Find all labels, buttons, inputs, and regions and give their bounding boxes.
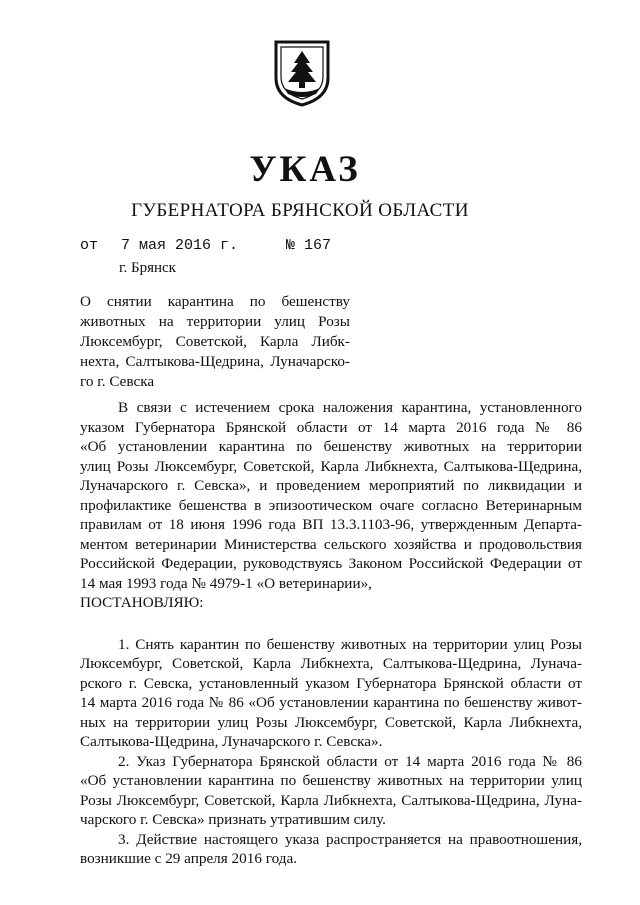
- item-line: 1. Снять карантин по бешенству животных на территории улиц Розы: [118, 635, 582, 653]
- document-title: УКАЗ: [249, 149, 361, 190]
- item-line: 14 марта 2016 года № 86 «Об установлении карантина по бешенству живот-: [80, 694, 582, 711]
- preamble-line: профилактике бешенства в эпизоотическом очаге согласно Ветеринарным: [80, 496, 582, 514]
- decree-item-1: [80, 635, 582, 752]
- coat-of-arms-icon: [272, 38, 332, 108]
- subject-line: животных на территории улиц Розы: [80, 313, 350, 330]
- preamble-line: Российской Федерации, руководствуясь Законом Российской Федерации от: [80, 555, 582, 572]
- item-line: чарского г. Севска» признать утратившим силу.: [80, 811, 386, 828]
- subject-line: нехта, Салтыкова-Щедрина, Луначарско-: [80, 353, 350, 370]
- decree-date: 7 мая 2016 г.: [121, 237, 239, 254]
- decree-item-3: [80, 830, 582, 869]
- decree-word: ПОСТАНОВЛЯЮ:: [80, 594, 204, 611]
- issuer-title: ГУБЕРНАТОРА БРЯНСКОЙ ОБЛАСТИ: [131, 200, 469, 221]
- date-prefix: от: [80, 237, 99, 254]
- preamble-line: 14 мая 1993 года № 4979-1 «О ветеринарии»,: [80, 574, 372, 592]
- preamble-line: правилам от 18 июня 1996 года ВП 13.3.1103-96, утвержденным Департа-: [80, 516, 582, 533]
- item-line: Салтыкова-Щедрина, Луначарского г. Севска».: [80, 733, 383, 750]
- item-line: 3. Действие настоящего указа распространяется на правоотношения,: [118, 830, 582, 848]
- decree-item-2: [80, 752, 582, 830]
- item-line: возникшие с 29 апреля 2016 года.: [80, 850, 297, 867]
- preamble-line: указом Губернатора Брянской области от 14 марта 2016 года № 86: [80, 418, 582, 436]
- subject-line: О снятии карантина по бешенству: [80, 293, 350, 310]
- item-line: Люксембург, Советской, Карла Либкнехта, Салтыкова-Щедрина, Лунача-: [80, 655, 582, 672]
- item-line: Розы Люксембург, Советской, Карла Либкнехта, Салтыкова-Щедрина, Луна-: [80, 791, 582, 809]
- item-line: «Об установлении карантина по бешенству животных на территории улиц: [80, 772, 582, 789]
- item-line: рского г. Севска, установленный указом Губернатора Брянской области от: [80, 674, 582, 692]
- item-line: ных на территории улиц Розы Люксембург, Советской, Карла Либкнехта,: [80, 713, 582, 731]
- preamble-line: ментом ветеринарии Министерства сельского хозяйства и продовольствия: [80, 535, 582, 553]
- decree-subject: [80, 292, 350, 392]
- preamble-line: «Об установлении карантина по бешенству животных на территории: [80, 438, 582, 455]
- preamble-line: В связи с истечением срока наложения карантина, установленного: [118, 399, 582, 416]
- preamble-line: Луначарского г. Севска», и проведением мероприятий по ликвидации и: [80, 477, 582, 494]
- subject-line: Люксембург, Советской, Карла Либк-: [80, 333, 350, 350]
- item-line: 2. Указ Губернатора Брянской области от 14 марта 2016 года № 86: [118, 752, 582, 770]
- subject-line: го г. Севска: [80, 373, 155, 390]
- decree-city: г. Брянск: [119, 260, 176, 276]
- decree-number: № 167: [286, 237, 332, 254]
- preamble-paragraph: [80, 398, 582, 613]
- preamble-line: улиц Розы Люксембург, Советской, Карла Либкнехта, Салтыкова-Щедрина,: [80, 457, 582, 475]
- decree-body: [80, 398, 582, 869]
